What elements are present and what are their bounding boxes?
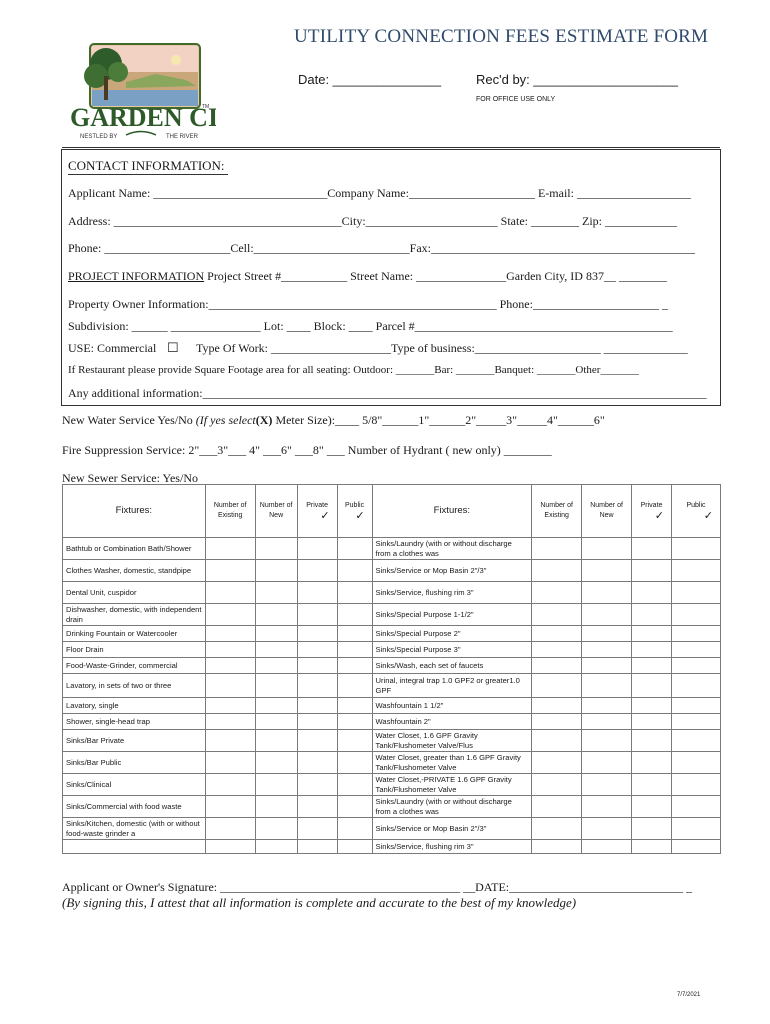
public-cell[interactable]	[337, 714, 372, 730]
new-count-cell[interactable]	[582, 752, 632, 774]
private-cell[interactable]	[632, 626, 672, 642]
public-header: Public ✓	[337, 485, 372, 538]
private-cell[interactable]	[632, 714, 672, 730]
new-count-cell[interactable]	[255, 582, 297, 604]
public-cell[interactable]	[337, 730, 372, 752]
fixture-name: Lavatory, in sets of two or three	[63, 674, 206, 698]
restaurant-line[interactable]: If Restaurant please provide Square Footage area for all seating: Outdoor: _______Bar: _______Banquet: _______Other_______	[68, 364, 639, 376]
fixture-name: Sinks/Laundry (with or without discharge from a clothes was	[372, 796, 532, 818]
svg-text:THE RIVER: THE RIVER	[166, 134, 199, 140]
table-row	[63, 818, 721, 840]
new-count-cell[interactable]	[582, 818, 632, 840]
private-cell[interactable]	[632, 582, 672, 604]
public-cell[interactable]	[337, 642, 372, 658]
existing-count-cell[interactable]	[205, 774, 255, 796]
table-row	[63, 840, 721, 854]
fixture-name: Bathtub or Combination Bath/Shower	[63, 538, 206, 560]
new-count-cell[interactable]	[255, 774, 297, 796]
new-count-cell[interactable]	[255, 560, 297, 582]
fixture-name: Washfountain 1 1/2"	[372, 698, 532, 714]
private-cell[interactable]	[297, 774, 337, 796]
existing-count-cell[interactable]	[205, 604, 255, 626]
existing-count-cell[interactable]	[205, 538, 255, 560]
fixture-name	[63, 840, 206, 854]
use-commercial-label: USE: Commercial	[68, 341, 157, 355]
existing-count-cell[interactable]	[205, 796, 255, 818]
existing-header: Number of Existing	[532, 485, 582, 538]
existing-count-cell[interactable]	[532, 698, 582, 714]
private-cell[interactable]	[297, 626, 337, 642]
new-count-cell[interactable]	[582, 626, 632, 642]
public-cell[interactable]	[337, 582, 372, 604]
existing-count-cell[interactable]	[205, 818, 255, 840]
attestation-text: (By signing this, I attest that all information is complete and accurate to the best of my knowledge)	[62, 895, 577, 910]
private-cell[interactable]	[632, 796, 672, 818]
private-cell[interactable]	[632, 674, 672, 698]
private-cell[interactable]	[632, 658, 672, 674]
property-owner-line[interactable]: Property Owner Information:________________________________________________ Phone:_____________________ _	[68, 297, 668, 311]
checkmark-icon: ✓	[320, 510, 330, 522]
private-cell[interactable]	[297, 642, 337, 658]
new-count-cell[interactable]	[582, 658, 632, 674]
private-cell[interactable]	[297, 818, 337, 840]
public-cell[interactable]	[672, 674, 721, 698]
public-cell[interactable]	[672, 582, 721, 604]
existing-count-cell[interactable]	[532, 796, 582, 818]
svg-text:TM: TM	[202, 104, 210, 110]
existing-header: Number of Existing	[205, 485, 255, 538]
fixture-name: Sinks/Service, flushing rim 3"	[372, 582, 532, 604]
existing-count-cell[interactable]	[205, 642, 255, 658]
new-count-cell[interactable]	[582, 604, 632, 626]
public-cell[interactable]	[337, 818, 372, 840]
public-cell[interactable]	[672, 538, 721, 560]
water-service-line[interactable]: New Water Service Yes/No (If yes select(X) Meter Size):____ 5/8"______1"______2"_____3"_____4"______6"	[62, 413, 605, 427]
existing-count-cell[interactable]	[532, 538, 582, 560]
public-cell[interactable]	[672, 714, 721, 730]
fixture-name: Dental Unit, cuspidor	[63, 582, 206, 604]
fixture-name: Clothes Washer, domestic, standpipe	[63, 560, 206, 582]
private-cell[interactable]	[297, 560, 337, 582]
new-count-cell[interactable]	[582, 714, 632, 730]
existing-count-cell[interactable]	[532, 752, 582, 774]
new-count-cell[interactable]	[255, 626, 297, 642]
received-by-field[interactable]: Rec'd by: ____________________	[476, 72, 678, 87]
fixture-name: Sinks/Kitchen, domestic (with or without food-waste grinder a	[63, 818, 206, 840]
public-header: Public ✓	[672, 485, 721, 538]
existing-count-cell[interactable]	[532, 658, 582, 674]
fixture-name: Dishwasher, domestic, with independent drain	[63, 604, 206, 626]
fixtures-header: Fixtures:	[372, 485, 532, 538]
new-count-cell[interactable]	[255, 730, 297, 752]
fixture-name: Sinks/Wash, each set of faucets	[372, 658, 532, 674]
additional-info-line[interactable]: Any additional information:____________________________________________________________________________________	[68, 386, 707, 400]
public-cell[interactable]	[672, 840, 721, 854]
new-count-cell[interactable]	[255, 818, 297, 840]
new-count-cell[interactable]	[255, 658, 297, 674]
public-cell[interactable]	[672, 752, 721, 774]
new-count-cell[interactable]	[255, 796, 297, 818]
fixture-name: Sinks/Service or Mop Basin 2"/3"	[372, 560, 532, 582]
private-cell[interactable]	[297, 674, 337, 698]
fixtures-header: Fixtures:	[63, 485, 206, 538]
fixture-name: Sinks/Commercial with food waste	[63, 796, 206, 818]
table-header-row	[63, 485, 721, 538]
private-cell[interactable]	[632, 698, 672, 714]
fixture-name: Sinks/Special Purpose 1-1/2"	[372, 604, 532, 626]
new-count-cell[interactable]	[255, 538, 297, 560]
existing-count-cell[interactable]	[532, 840, 582, 854]
address-line[interactable]: Address: ______________________________________City:______________________ State: ________ Zip: ____________	[68, 214, 677, 228]
table-row	[63, 752, 721, 774]
fixtures-table	[62, 484, 721, 854]
public-cell[interactable]	[337, 698, 372, 714]
table-row	[63, 642, 721, 658]
public-cell[interactable]	[337, 774, 372, 796]
private-cell[interactable]	[632, 840, 672, 854]
table-row	[63, 730, 721, 752]
table-row	[63, 774, 721, 796]
fixture-name: Sinks/Bar Public	[63, 752, 206, 774]
fixture-name: Shower, single-head trap	[63, 714, 206, 730]
table-row	[63, 714, 721, 730]
fixture-name: Sinks/Service or Mop Basin 2"/3"	[372, 818, 532, 840]
fixture-name: Sinks/Bar Private	[63, 730, 206, 752]
new-count-cell[interactable]	[582, 642, 632, 658]
existing-count-cell[interactable]	[205, 730, 255, 752]
existing-count-cell[interactable]	[205, 560, 255, 582]
new-count-cell[interactable]	[582, 560, 632, 582]
private-cell[interactable]	[632, 774, 672, 796]
new-count-cell[interactable]	[255, 604, 297, 626]
private-cell[interactable]	[632, 730, 672, 752]
fixture-name: Sinks/Service, flushing rim 3"	[372, 840, 532, 854]
footer-date: 7/7/2021	[677, 992, 701, 998]
new-count-cell[interactable]	[582, 840, 632, 854]
sewer-service-line[interactable]: New Sewer Service: Yes/No	[62, 471, 198, 485]
existing-count-cell[interactable]	[532, 626, 582, 642]
fixture-name: Urinal, integral trap 1.0 GPF2 or greater1.0 GPF	[372, 674, 532, 698]
new-count-cell[interactable]	[255, 752, 297, 774]
existing-count-cell[interactable]	[532, 582, 582, 604]
private-header: Private ✓	[632, 485, 672, 538]
fixture-name: Sinks/Special Purpose 3"	[372, 642, 532, 658]
svg-text:GARDEN CITY: GARDEN CI	[70, 103, 216, 132]
new-count-cell[interactable]	[255, 714, 297, 730]
existing-count-cell[interactable]	[205, 626, 255, 642]
private-cell[interactable]	[632, 818, 672, 840]
public-cell[interactable]	[337, 560, 372, 582]
date-field[interactable]: Date: _______________	[298, 72, 442, 87]
header-divider	[62, 147, 720, 148]
table-row	[63, 538, 721, 560]
existing-count-cell[interactable]	[532, 560, 582, 582]
private-cell[interactable]	[632, 560, 672, 582]
checkmark-icon: ✓	[355, 510, 365, 522]
fixture-name: Drinking Fountain or Watercooler	[63, 626, 206, 642]
new-count-cell[interactable]	[582, 730, 632, 752]
checkmark-icon: ✓	[703, 510, 713, 522]
contact-heading: CONTACT INFORMATION:	[68, 158, 225, 173]
checkmark-icon: ✓	[654, 510, 664, 522]
fixture-name: Lavatory, single	[63, 698, 206, 714]
fixture-name: Sinks/Clinical	[63, 774, 206, 796]
fixture-name: Water Closet, greater than 1.6 GPF Gravity Tank/Flushometer Valve	[372, 752, 532, 774]
existing-count-cell[interactable]	[532, 730, 582, 752]
existing-count-cell[interactable]	[205, 714, 255, 730]
project-line	[68, 269, 667, 284]
contact-heading-underline	[68, 174, 228, 175]
existing-count-cell[interactable]	[205, 840, 255, 854]
private-cell[interactable]	[297, 582, 337, 604]
new-count-cell[interactable]	[255, 698, 297, 714]
public-cell[interactable]	[672, 626, 721, 642]
private-cell[interactable]	[297, 604, 337, 626]
public-cell[interactable]	[672, 796, 721, 818]
private-header: Private ✓	[297, 485, 337, 538]
new-count-cell[interactable]	[582, 582, 632, 604]
public-cell[interactable]	[672, 658, 721, 674]
phone-line[interactable]: Phone: _____________________Cell:__________________________Fax:____________________________________________	[68, 241, 695, 255]
existing-count-cell[interactable]	[205, 752, 255, 774]
fire-suppression-line[interactable]: Fire Suppression Service: 2"___3"___ 4" ___6" ___8" ___ Number of Hydrant ( new only) ________	[62, 443, 552, 457]
new-count-cell[interactable]	[582, 698, 632, 714]
public-cell[interactable]	[672, 698, 721, 714]
public-cell[interactable]	[672, 560, 721, 582]
existing-count-cell[interactable]	[532, 674, 582, 698]
public-cell[interactable]	[337, 796, 372, 818]
project-street-field[interactable]: Project Street #___________ Street Name: _______________Garden City, ID 837__ ________	[204, 269, 667, 283]
new-count-cell[interactable]	[582, 796, 632, 818]
existing-count-cell[interactable]	[532, 774, 582, 796]
new-count-cell[interactable]	[255, 642, 297, 658]
existing-count-cell[interactable]	[532, 714, 582, 730]
table-row	[63, 796, 721, 818]
applicant-line[interactable]: Applicant Name: _____________________________Company Name:_____________________ E-mail: ___________________	[68, 186, 691, 200]
public-cell[interactable]	[672, 818, 721, 840]
private-cell[interactable]	[297, 538, 337, 560]
private-cell[interactable]	[297, 730, 337, 752]
fixture-name: Washfountain 2"	[372, 714, 532, 730]
private-cell[interactable]	[632, 642, 672, 658]
commercial-checkbox[interactable]: ☐	[167, 340, 179, 355]
fixture-name: Water Closet,-PRIVATE 1.6 GPF Gravity Tank/Flushometer Valve	[372, 774, 532, 796]
fixture-name: Sinks/Laundry (with or without discharge from a clothes was	[372, 538, 532, 560]
private-cell[interactable]	[297, 752, 337, 774]
table-row	[63, 658, 721, 674]
fixture-name: Food-Waste-Grinder, commercial	[63, 658, 206, 674]
table-row	[63, 604, 721, 626]
public-cell[interactable]	[337, 538, 372, 560]
table-row	[63, 626, 721, 642]
existing-count-cell[interactable]	[205, 658, 255, 674]
new-count-cell[interactable]	[255, 840, 297, 854]
new-header: Number of New	[255, 485, 297, 538]
public-cell[interactable]	[672, 604, 721, 626]
public-cell[interactable]	[672, 730, 721, 752]
private-cell[interactable]	[297, 714, 337, 730]
public-cell[interactable]	[337, 604, 372, 626]
public-cell[interactable]	[337, 840, 372, 854]
table-row	[63, 582, 721, 604]
public-cell[interactable]	[337, 752, 372, 774]
existing-count-cell[interactable]	[205, 674, 255, 698]
public-cell[interactable]	[337, 626, 372, 642]
new-count-cell[interactable]	[582, 774, 632, 796]
existing-count-cell[interactable]	[205, 698, 255, 714]
private-cell[interactable]	[297, 840, 337, 854]
office-use-note: FOR OFFICE USE ONLY	[476, 96, 556, 103]
private-cell[interactable]	[297, 796, 337, 818]
public-cell[interactable]	[672, 774, 721, 796]
fixture-name: Floor Drain	[63, 642, 206, 658]
private-cell[interactable]	[632, 604, 672, 626]
new-count-cell[interactable]	[255, 674, 297, 698]
private-cell[interactable]	[297, 658, 337, 674]
fixture-name: Water Closet, 1.6 GPF Gravity Tank/Flushometer Valve/Flus	[372, 730, 532, 752]
table-row	[63, 674, 721, 698]
new-count-cell[interactable]	[582, 538, 632, 560]
private-cell[interactable]	[297, 698, 337, 714]
new-count-cell[interactable]	[582, 674, 632, 698]
garden-city-logo	[66, 42, 216, 142]
svg-text:NESTLED BY: NESTLED BY	[80, 134, 118, 140]
subdivision-line[interactable]: Subdivision: ______ _______________ Lot: ____ Block: ____ Parcel #___________________________________________	[68, 319, 673, 333]
existing-count-cell[interactable]	[532, 642, 582, 658]
existing-count-cell[interactable]	[205, 582, 255, 604]
type-of-work-line[interactable]: Type Of Work: ____________________Type of business:_____________________ ______________	[196, 341, 688, 355]
project-heading: PROJECT INFORMATION	[68, 269, 205, 283]
private-cell[interactable]	[632, 538, 672, 560]
signature-line[interactable]: Applicant or Owner's Signature: ________________________________________ __DATE:_____________________________ _	[62, 880, 693, 894]
public-cell[interactable]	[337, 658, 372, 674]
public-cell[interactable]	[672, 642, 721, 658]
table-row	[63, 560, 721, 582]
form-title: UTILITY CONNECTION FEES ESTIMATE FORM	[294, 26, 709, 47]
fixture-name: Sinks/Special Purpose 2"	[372, 626, 532, 642]
public-cell[interactable]	[337, 674, 372, 698]
new-header: Number of New	[582, 485, 632, 538]
table-row	[63, 698, 721, 714]
private-cell[interactable]	[632, 752, 672, 774]
existing-count-cell[interactable]	[532, 604, 582, 626]
existing-count-cell[interactable]	[532, 818, 582, 840]
